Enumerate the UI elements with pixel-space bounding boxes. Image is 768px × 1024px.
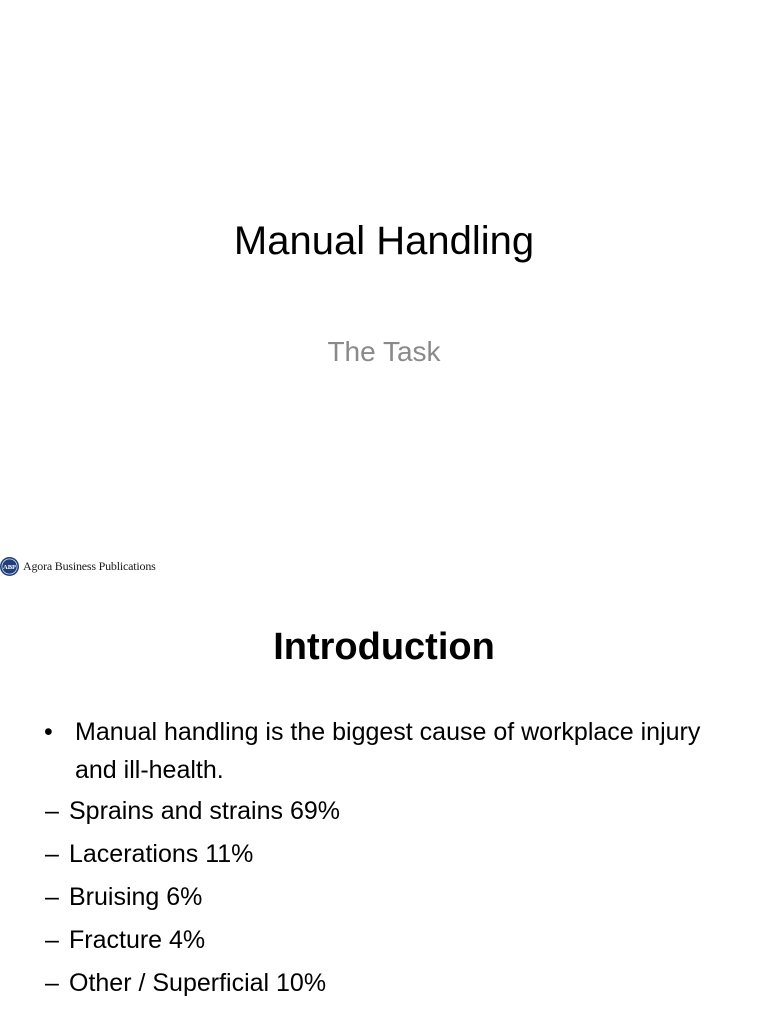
slide-title: Manual Handling <box>233 219 535 263</box>
bullet-item <box>40 713 740 789</box>
slide-heading: Introduction <box>273 626 495 668</box>
list-item <box>45 962 705 1005</box>
dash-marker: – <box>45 969 59 997</box>
list-item-text: Bruising 6% <box>69 883 203 911</box>
list-item <box>45 790 705 833</box>
publisher-logo <box>0 555 156 577</box>
dash-marker: – <box>45 840 59 868</box>
svg-text:ABP: ABP <box>3 563 16 571</box>
dash-marker: – <box>45 926 59 954</box>
dash-marker: – <box>45 797 59 825</box>
abp-seal-icon <box>0 557 19 576</box>
list-item <box>45 919 705 962</box>
injury-breakdown-list <box>45 790 705 1005</box>
list-item-text: Sprains and strains 69% <box>69 797 340 825</box>
bullet-list <box>40 713 740 789</box>
dash-marker: – <box>45 883 59 911</box>
bullet-marker: • <box>44 718 53 746</box>
slide-subtitle: The Task <box>327 336 441 367</box>
list-item <box>45 833 705 876</box>
publisher-name: Agora Business Publications <box>23 558 156 573</box>
bullet-text: Manual handling is the biggest cause of workplace injury and ill-health. <box>75 718 701 784</box>
list-item-text: Fracture 4% <box>69 926 206 954</box>
list-item <box>45 876 705 919</box>
list-item-text: Other / Superficial 10% <box>69 969 327 997</box>
list-item-text: Lacerations 11% <box>69 840 254 868</box>
